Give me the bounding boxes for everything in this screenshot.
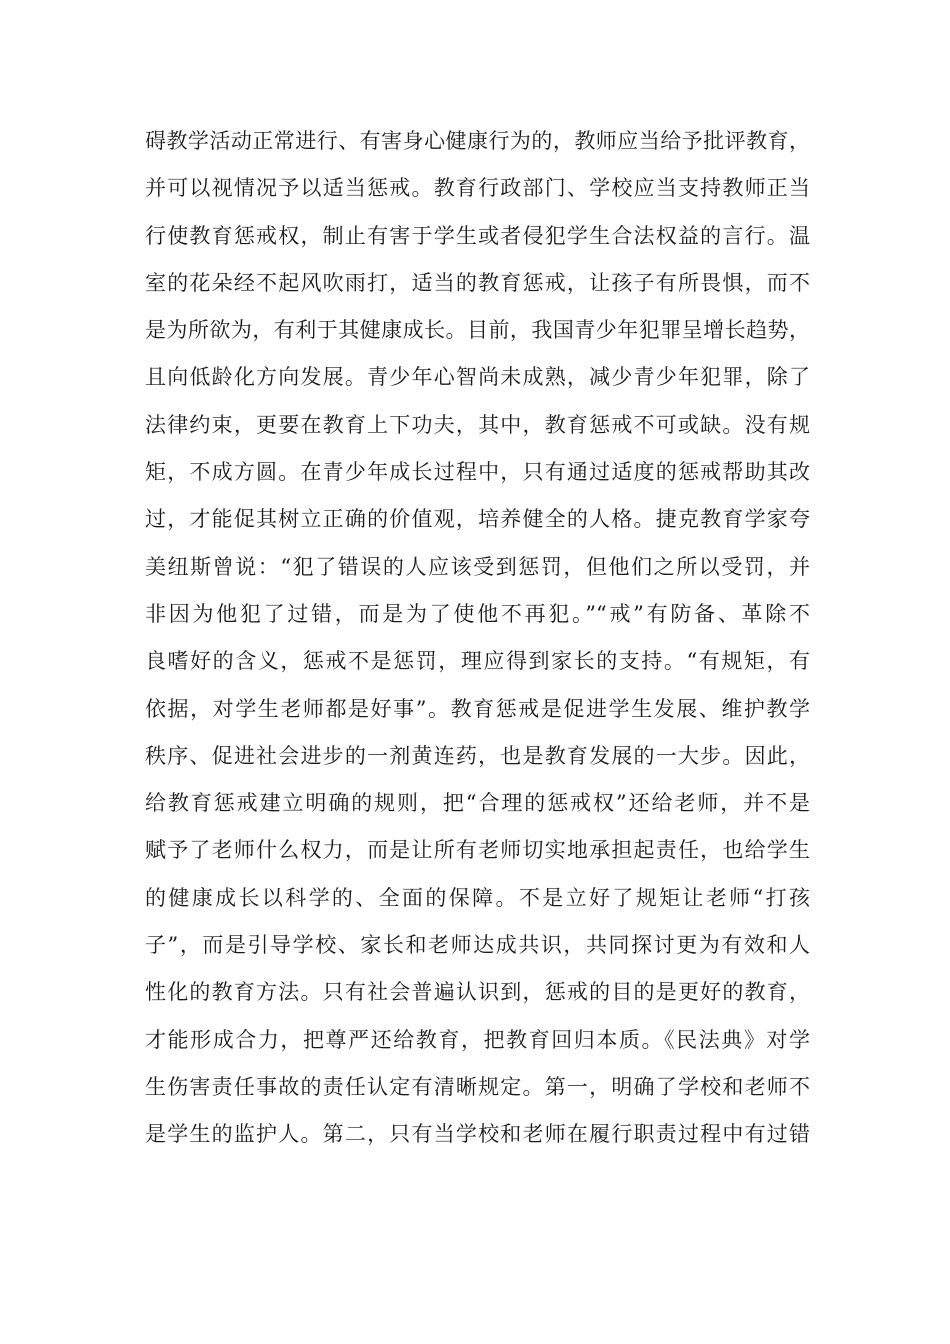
text-line: 良嗜好的含义，惩戒不是惩罚，理应得到家长的支持。“有规矩，有 <box>145 649 810 674</box>
text-line: 过，才能促其树立正确的价值观，培养健全的人格。捷克教育学家夸 <box>145 507 810 532</box>
text-line: 秩序、促进社会进步的一剂黄连药，也是教育发展的一大步。因此， <box>145 743 810 768</box>
text-line: 依据，对学生老师都是好事”。教育惩戒是促进学生发展、维护教学 <box>145 696 810 721</box>
text-line: 赋予了老师什么权力，而是让所有老师切实地承担起责任，也给学生 <box>145 838 810 863</box>
text-line: 且向低龄化方向发展。青少年心智尚未成熟，减少青少年犯罪，除了 <box>145 365 810 390</box>
text-line: 非因为他犯了过错，而是为了使他不再犯。”“戒”有防备、革除不 <box>145 601 810 626</box>
text-line: 法律约束，更要在教育上下功夫，其中，教育惩戒不可或缺。没有规 <box>145 412 810 437</box>
text-line: 生伤害责任事故的责任认定有清晰规定。第一，明确了学校和老师不 <box>145 1074 810 1099</box>
text-line: 子”，而是引导学校、家长和老师达成共识，共同探讨更为有效和人 <box>145 933 810 958</box>
text-line: 行使教育惩戒权，制止有害于学生或者侵犯学生合法权益的言行。温 <box>145 223 810 248</box>
text-line: 美纽斯曾说：“犯了错误的人应该受到惩罚，但他们之所以受罚，并 <box>145 554 810 579</box>
text-line: 并可以视情况予以适当惩戒。教育行政部门、学校应当支持教师正当 <box>145 176 810 201</box>
text-line: 性化的教育方法。只有社会普遍认识到，惩戒的目的是更好的教育， <box>145 980 810 1005</box>
text-line: 的健康成长以科学的、全面的保障。不是立好了规矩让老师“打孩 <box>145 885 810 910</box>
text-line: 是为所欲为，有利于其健康成长。目前，我国青少年犯罪呈增长趋势， <box>145 318 810 343</box>
body-text <box>145 118 810 1159</box>
text-line: 才能形成合力，把尊严还给教育，把教育回归本质。《民法典》对学 <box>145 1027 810 1052</box>
text-line: 碍教学活动正常进行、有害身心健康行为的，教师应当给予批评教育， <box>145 129 810 153</box>
text-line: 是学生的监护人。第二，只有当学校和老师在履行职责过程中有过错 <box>145 1122 810 1147</box>
text-line: 室的花朵经不起风吹雨打，适当的教育惩戒，让孩子有所畏惧，而不 <box>145 270 810 295</box>
text-line: 给教育惩戒建立明确的规则，把“合理的惩戒权”还给老师，并不是 <box>145 791 810 816</box>
text-line: 矩，不成方圆。在青少年成长过程中，只有通过适度的惩戒帮助其改 <box>145 460 810 485</box>
